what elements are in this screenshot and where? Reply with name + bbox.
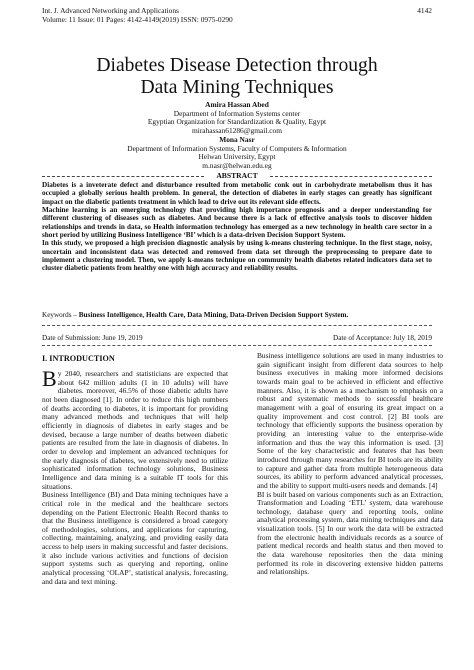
dates-line	[42, 334, 432, 343]
title-line-2: Data Mining Techniques	[140, 77, 334, 98]
keywords-separator: –	[71, 311, 79, 319]
abstract-paragraph: Diabetes is a inveterate defect and disturbance resulted from metabolic conk out in carbohydrate metabolism thus it has occupied a globally serious health problem. In general, the detection of diabetes in early stages can greatly has significant impact on the diabetic patients treatment in which lead to drive out its relevant side effects.	[42, 181, 432, 206]
abstract-rule-left	[42, 176, 204, 177]
author-name: Amira Hassan Abed	[205, 100, 269, 109]
abstract-label: ABSTRACT	[213, 171, 260, 180]
intro-paragraph: Business Intelligence (BI) and Data mining techniques have a critical role in the medical and the healthcare sectors depending on the Patient Electronic Health Record thanks to that the Business intelligence is considered a broad category of methodologies, solutions, and applications for capturing, collecting, maintaining, analyzing, and providing easily data access to help users in making successful and faster decisions. it also include various activities and functions of decision support systems such as querying and reporting, online analytical processing ‘OLAP’, statistical analysis, forecasting, and data and text mining.	[42, 490, 228, 586]
author-affiliation: Helwan University, Egypt	[198, 152, 276, 162]
volume-info: Volume: 11 Issue: 01 Pages: 4142-4149(2019) ISSN: 0975-0290	[42, 15, 233, 25]
title-line-1: Diabetes Disease Detection through	[96, 55, 378, 76]
author-email: mirahassan61286@gmail.com	[192, 126, 282, 136]
drop-cap: B	[42, 366, 57, 391]
abstract-paragraph: Machine learning is an emerging technology that providing high importance prognosis and a deeper understanding for different clustering of diseases such as diabetes. And because there is a lack of effective analysis tools to discover hidden relationships and trends in data, so Health information technology has emerged as a new technology in health care sector in a short period by utilizing Business Intelligence ‘BI’ which is a data-driven Decision Support System.	[42, 206, 432, 240]
right-column	[257, 352, 443, 577]
abstract-rule-right	[270, 176, 432, 177]
journal-name: Int. J. Advanced Networking and Applications	[42, 6, 179, 15]
author-email: m.nasr@helwan.edu.eg	[202, 160, 272, 170]
keywords-line	[42, 311, 432, 320]
abstract-paragraph: In this study, we proposed a high precision diagnostic analysis by using k-means clustering technique. In the first stage, noisy, uncertain and inconsistent data was detected and removed from data set through the preprocessing to prepare date to implement a clustering model. Then, we apply k-means technique on community health diabetes related indicators data set to cluster diabetic patients from healthy one with high accuracy and reliability results.	[42, 239, 432, 273]
intro-text: y 2040, researchers and statisticians are expected that about 642 million adults (1 in 10 adults) will have diabetes. moreover, 46.5% of those diabetic adults have not been diagnosed [1]. In order to reduce this high numbers of deaths according to diabetes, it is important for providing many advanced methods and techniques that will help efficiently in diagnosis of diabetes in early stages and be devised, because a large number of deaths between diabetic patients are resulted from the late in diagnosis of diabetes. In order to develop and implement an advanced techniques for the early diagnosis of diabetes, we extensively need to utilize sophisticated information technology solutions, Business Intelligence and data mining is a suitable IT tools for this situations.	[42, 369, 228, 491]
author-affiliation: Department of Information Systems center	[173, 108, 301, 118]
running-header	[42, 6, 432, 25]
paper-title	[20, 55, 454, 99]
abstract-body	[42, 181, 432, 273]
author-affiliation: Department of Information Systems, Faculty of Computers & Information	[127, 143, 347, 153]
left-column	[42, 352, 228, 586]
page-number: 4142	[417, 6, 432, 15]
intro-paragraph	[42, 366, 228, 491]
acceptance-date: Date of Acceptance: July 18, 2019	[333, 334, 432, 342]
author-name: Mona Nasr	[219, 134, 255, 144]
section-heading: I. INTRODUCTION	[42, 354, 115, 363]
divider	[42, 345, 432, 346]
keywords-label: Keywords	[42, 311, 72, 319]
keywords-value: Business Intelligence, Health Care, Data Mining, Data-Driven Decision Support System.	[78, 311, 349, 319]
body-paragraph: Business intelligence solutions are used in many industries to gain significant insight from different data sources to help business executives in making more informed decisions towards main goal to be achieved in efficient and effective manners. Also, it is shown as a mechanism to emphasis on a robust and systematic methods to successful healthcare management with a goal of ensuring its great impact on a quality improvement and cost control. [2] BI tools are technology that efficiently supports the business operation by providing an interesting value to the enterprise-wide information and thus the way this information is used. [3] Some of the key characteristic and features that has been introduced through many researches for BI tools are its ability to capture and gather data from multiple heterogeneous data sources, its ability to perform advanced analytical processes, and the ability to support multi-users needs and demands. [4]	[257, 351, 443, 490]
author-affiliation: Egyptian Organization for Standardization & Quality, Egypt	[147, 117, 327, 127]
divider	[42, 325, 432, 326]
author-block	[20, 101, 454, 171]
abstract-heading	[42, 171, 432, 180]
submission-date: Date of Submission: June 19, 2019	[42, 334, 143, 342]
body-paragraph: BI is built based on various components such as an Extraction, Transformation and Loading ‘ETL’ system, data warehouse technology, database query and reporting tools, online analytical processing system, data mining techniques and data visualization tools. [5] In our work the data will be extracted from the electronic health individuals records as a source of patient medical records and health status and then moved to the data warehouse repositories then the data mining performed its role in discovering extensive hidden patterns and relationships.	[257, 489, 443, 577]
